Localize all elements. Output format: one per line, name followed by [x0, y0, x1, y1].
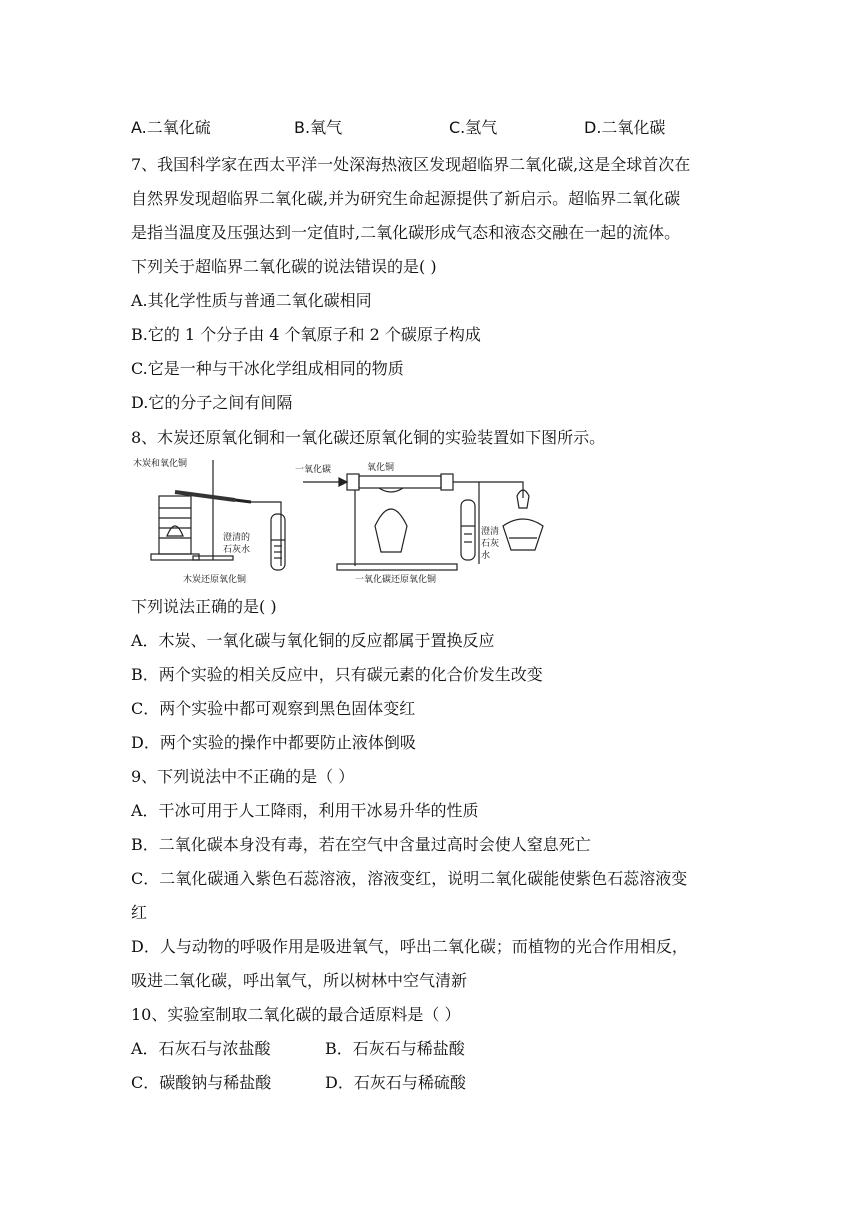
q9-option-b: B．二氧化碳本身没有毒，若在空气中含量过高时会使人窒息死亡: [131, 835, 591, 854]
q10-option-b: B．石灰石与稀盐酸: [325, 1039, 465, 1058]
q8-option-b: B．两个实验的相关反应中，只有碳元素的化合价发生改变: [131, 665, 543, 684]
q8-question: 下列说法正确的是( ): [131, 597, 277, 616]
q8-option-a: A．木炭、一氧化碳与氧化铜的反应都属于置换反应: [131, 631, 495, 650]
q10-option-d: D．石灰石与稀硫酸: [325, 1073, 466, 1092]
q7-stem-line-1: 7、我国科学家在西太平洋一处深海热液区发现超临界二氧化碳,这是全球首次在: [131, 155, 691, 174]
figure-label-charcoal-oxide: 木炭和氧化铜: [133, 459, 188, 469]
q9-option-d: D．人与动物的呼吸作用是吸进氧气，呼出二氧化碳；而植物的光合作用相反，: [131, 937, 688, 956]
figure-label-right-limewater-1: 澄清: [481, 527, 500, 537]
q8-apparatus-figure: [131, 456, 551, 591]
q8-option-d: D．两个实验的操作中都要防止液体倒吸: [131, 733, 416, 752]
q7-stem-line-3: 是指当温度及压强达到一定值时,二氧化碳形成气态和液态交融在一起的流体。: [131, 223, 681, 242]
q6-option-a: A.二氧化硫: [131, 118, 211, 137]
q7-option-a: A.其化学性质与普通二氧化碳相同: [131, 291, 372, 310]
q6-option-c: C.氢气: [449, 118, 498, 137]
figure-label-left-limewater-1: 澄清的: [223, 533, 251, 543]
q10-option-a: A．石灰石与浓盐酸: [131, 1039, 271, 1058]
figure-caption-left: 木炭还原氧化铜: [183, 575, 247, 585]
q6-option-b: B.氧气: [294, 118, 343, 137]
q9-option-c: C．二氧化碳通入紫色石蕊溶液，溶液变红，说明二氧化碳能使紫色石蕊溶液变: [131, 869, 688, 888]
q7-option-b: B.它的 1 个分子由 4 个氧原子和 2 个碳原子构成: [131, 325, 481, 344]
q10-stem: 10、实验室制取二氧化碳的最合适原料是（ ）: [131, 1005, 461, 1024]
q7-option-c: C.它是一种与干冰化学组成相同的物质: [131, 359, 404, 378]
q7-option-d: D.它的分子之间有间隔: [131, 393, 293, 412]
q7-stem-line-2: 自然界发现超临界二氧化碳,并为研究生命起源提供了新启示。超临界二氧化碳: [131, 189, 681, 208]
figure-label-right-limewater-2: 石灰: [481, 539, 500, 549]
figure-caption-right: 一氧化碳还原氧化铜: [355, 575, 437, 585]
q9-stem: 9、下列说法中不正确的是（ ）: [131, 767, 355, 786]
figure-label-cuo: 氧化铜: [367, 463, 395, 473]
q8-stem: 8、木炭还原氧化铜和一氧化碳还原氧化铜的实验装置如下图所示。: [131, 428, 606, 447]
q9-option-c-continued: 红: [131, 903, 148, 922]
figure-label-left-limewater-2: 石灰水: [223, 545, 251, 555]
q9-option-d-continued: 吸进二氧化碳，呼出氧气，所以树林中空气清新: [131, 971, 468, 990]
q10-option-c: C．碳酸钠与稀盐酸: [131, 1073, 272, 1092]
q6-option-d: D.二氧化碳: [584, 118, 666, 137]
q7-question: 下列关于超临界二氧化碳的说法错误的是( ): [131, 257, 437, 276]
q8-option-c: C．两个实验中都可观察到黑色固体变红: [131, 699, 416, 718]
figure-label-right-limewater-3: 水: [481, 551, 491, 561]
figure-label-co: 一氧化碳: [295, 465, 332, 475]
q9-option-a: A．干冰可用于人工降雨，利用干冰易升华的性质: [131, 801, 479, 820]
